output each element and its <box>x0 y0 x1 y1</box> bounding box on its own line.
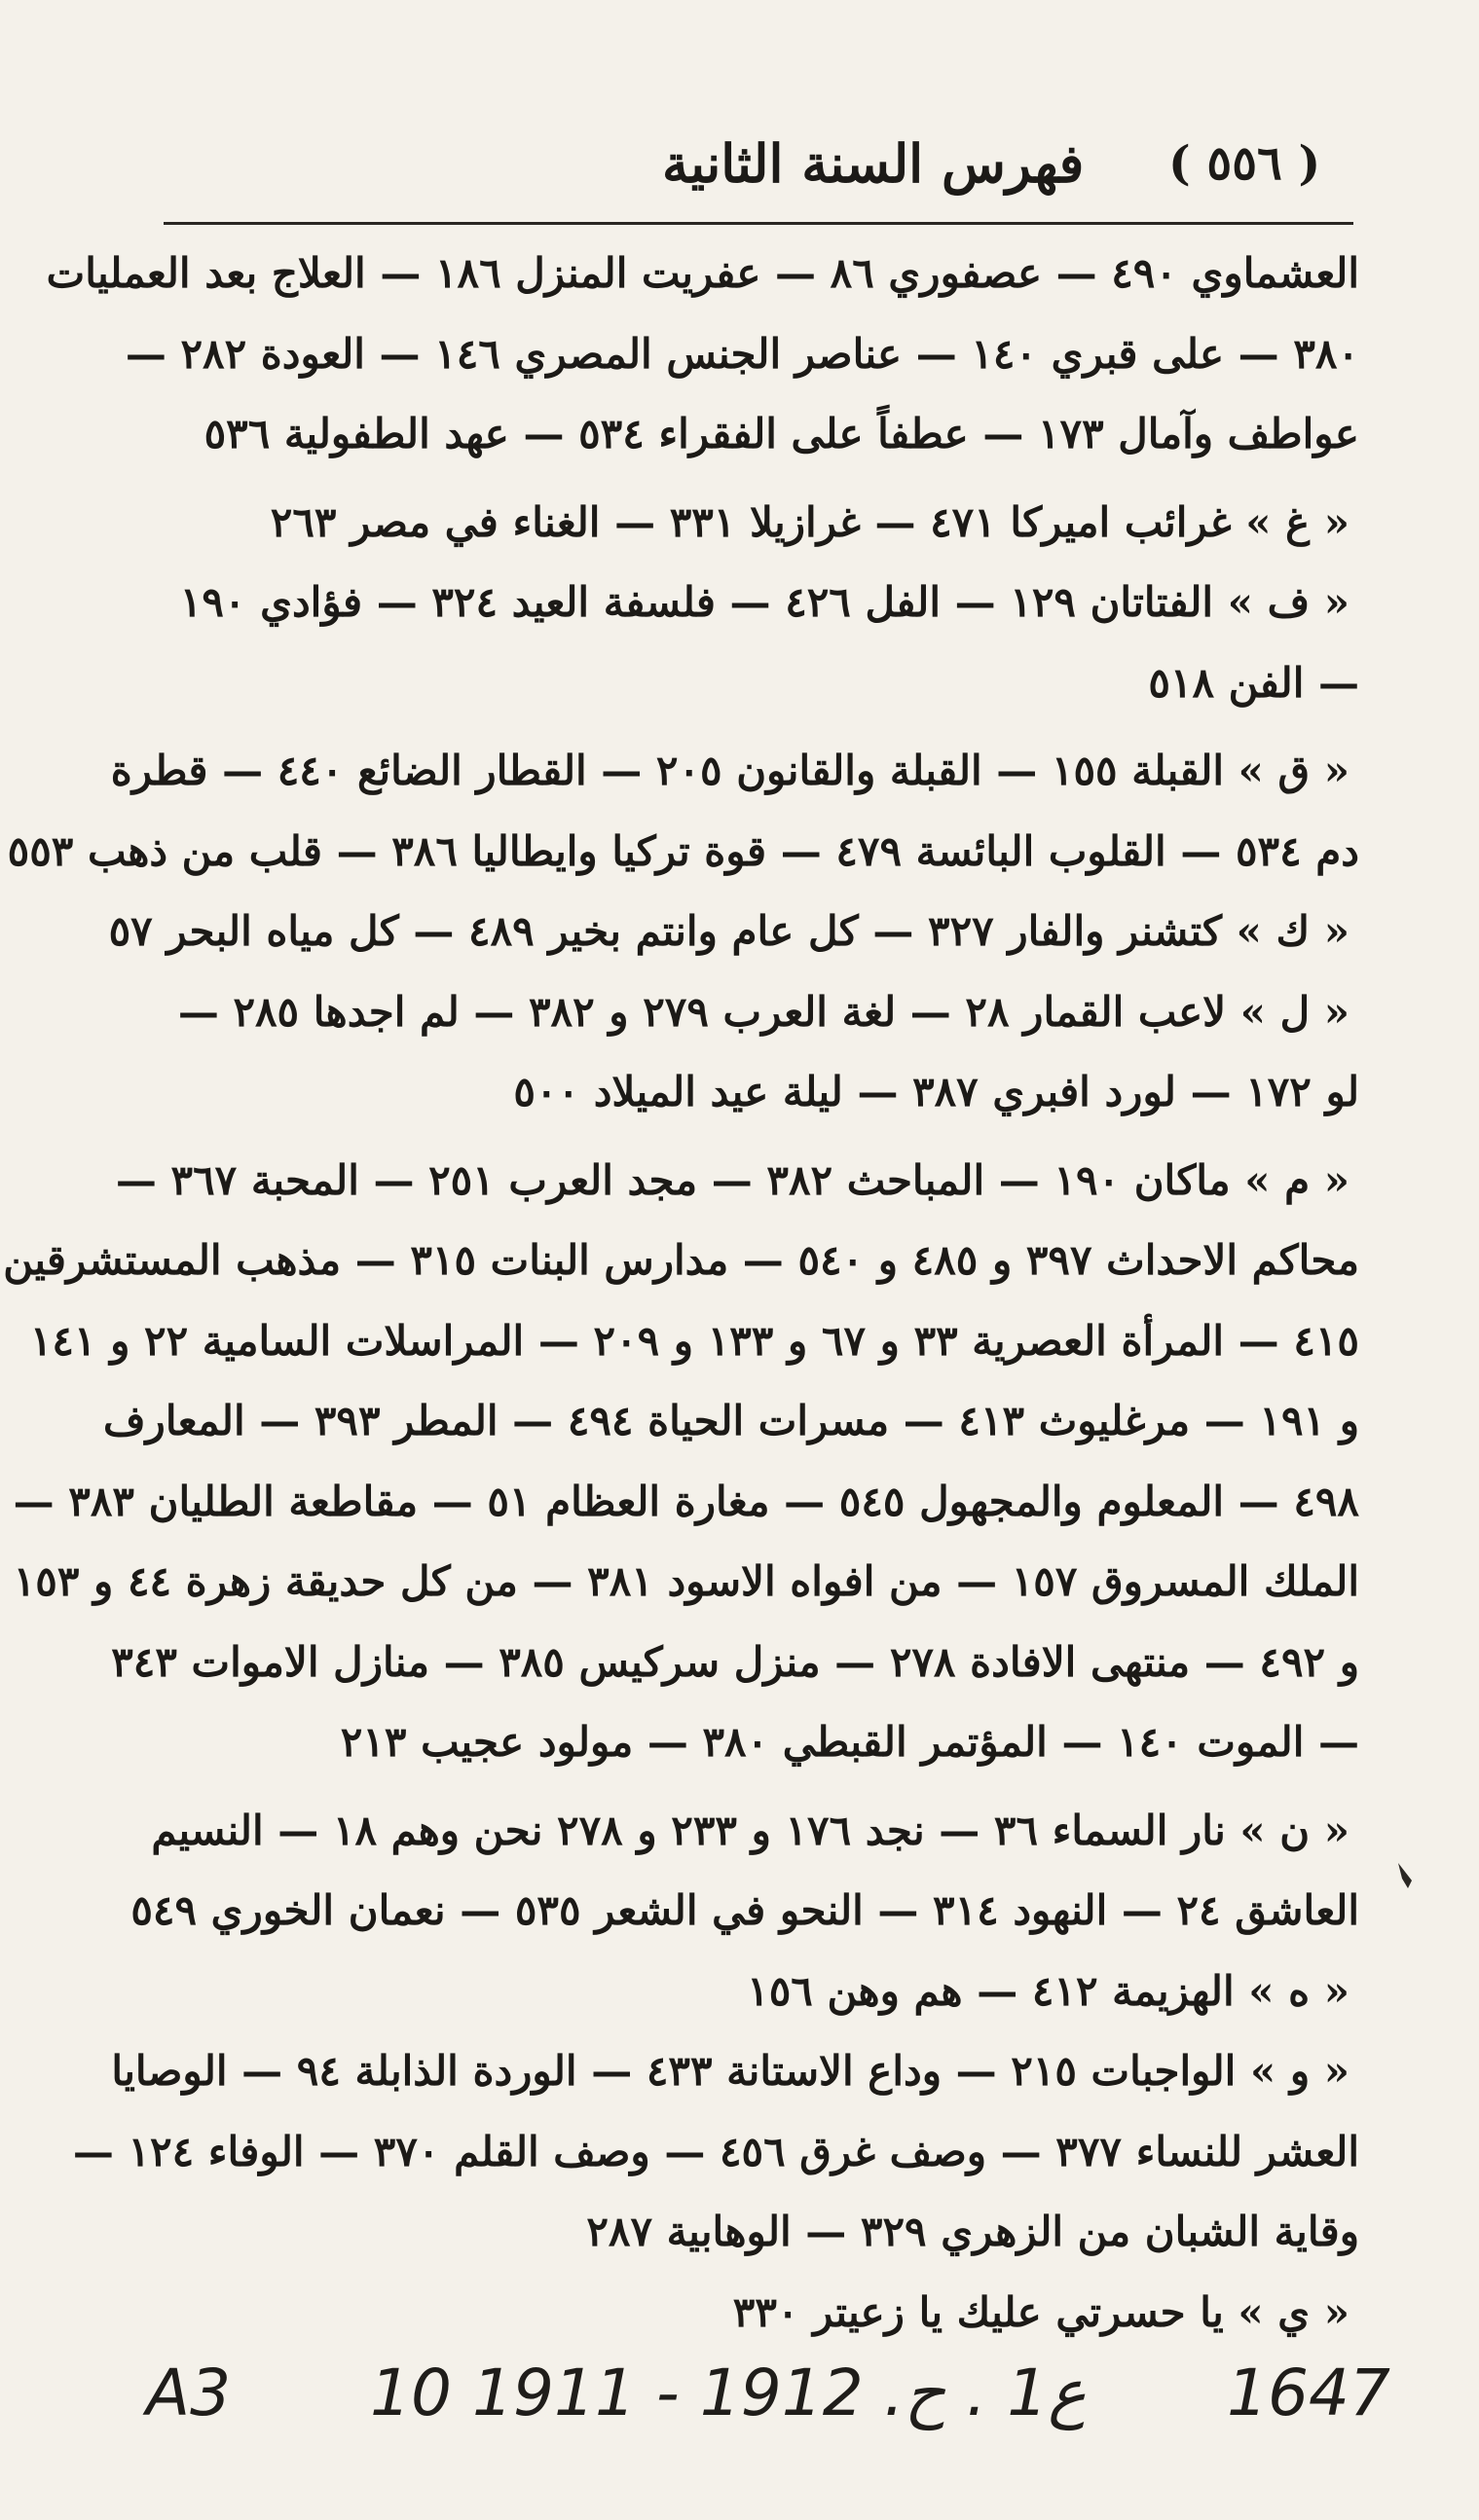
index-line-ghain: « غ » غرائب اميركا ٤٧١ — غرازيلا ٣٣١ — الغناء في مصر ٢٦٣ <box>270 497 1350 546</box>
handwritten-number: 1647 <box>1227 2356 1390 2430</box>
page-number: ( ٥٥٦ ) <box>1168 136 1321 191</box>
page-header <box>156 127 1324 214</box>
index-line: ٤١٥ — المرأة العصرية ٣٣ و ٦٧ و ١٣٣ و ٢٠٩ — المراسلات السامية ٢٢ و ١٤١ <box>29 1316 1359 1365</box>
index-line-fa: « ف » الفتاتان ١٢٩ — الفل ٤٢٦ — فلسفة العيد ٣٢٤ — فؤادي ١٩٠ <box>179 578 1350 626</box>
index-body <box>3 234 1359 2353</box>
index-line-ya: « ي » يا حسرتي عليك يا زعيتر ٣٣٠ <box>732 2287 1350 2336</box>
handwritten-date: 10 ع1 . ح. 1912 - 1911 <box>370 2356 1087 2430</box>
page-title: فهرس السنة الثانية <box>662 132 1085 195</box>
index-line: — الفن ٥١٨ <box>1148 658 1359 707</box>
index-line-waw: « و » الواجبات ٢١٥ — وداع الاستانة ٤٣٣ — الوردة الذابلة ٩٤ — الوصايا <box>111 2047 1350 2095</box>
index-line: ٤٩٨ — المعلوم والمجهول ٥٤٥ — مغارة العظام ٥١ — مقاطعة الطليان ٣٨٣ — <box>13 1477 1359 1525</box>
index-line-lam: « ل » لاعب القمار ٢٨ — لغة العرب ٢٧٩ و ٣٨٢ — لم اجدها ٢٨٥ — <box>177 987 1350 1036</box>
index-line: العاشق ٢٤ — النهود ٣١٤ — النحو في الشعر ٥٣٥ — نعمان الخوري ٥٤٩ <box>130 1886 1359 1934</box>
index-line: محاكم الاحداث ٣٩٧ و ٤٨٥ و ٥٤٠ — مدارس البنات ٣١٥ — مذهب المستشرقين <box>3 1236 1359 1284</box>
ink-mark <box>1394 1859 1418 1898</box>
index-line: العشماوي ٤٩٠ — عصفوري ٨٦ — عفريت المنزل ١٨٦ — العلاج بعد العمليات <box>46 249 1359 297</box>
index-line: العشر للنساء ٣٧٧ — وصف غرق ٤٥٦ — وصف القلم ٣٧٠ — الوفاء ١٢٤ — <box>72 2127 1359 2175</box>
index-line: لو ١٧٢ — لورد افبري ٣٨٧ — ليلة عيد الميلاد ٥٠٠ <box>513 1068 1359 1115</box>
index-line-kaf: « ك » كتشنر والفار ٣٢٧ — كل عام وانتم بخير ٤٨٩ — كل مياه البحر ٥٧ <box>108 907 1350 955</box>
index-line: دم ٥٣٤ — القلوب البائسة ٤٧٩ — قوة تركيا وايطاليا ٣٨٦ — قلب من ذهب ٥٥٣ <box>7 826 1359 875</box>
index-line: وقاية الشبان من الزهري ٣٢٩ — الوهابية ٢٨٧ <box>586 2208 1359 2255</box>
index-line: الملك المسروق ١٥٧ — من افواه الاسود ٣٨١ — من كل حديقة زهرة ٤٤ و ١٥٣ <box>13 1557 1359 1605</box>
index-line: عواطف وآمال ١٧٣ — عطفاً على الفقراء ٥٣٤ — عهد الطفولية ٥٣٦ <box>203 410 1359 457</box>
index-line: — الموت ١٤٠ — المؤتمر القبطي ٣٨٠ — مولود عجيب ٢١٣ <box>340 1718 1359 1766</box>
index-line-nun: « ن » نار السماء ٣٦ — نجد ١٧٦ و ٢٣٣ و ٢٧٨ نحن وهم ١٨ — النسيم <box>151 1806 1350 1854</box>
index-line-ha: « ه » الهزيمة ٤١٢ — هم وهن ١٥٦ <box>747 1966 1350 2015</box>
index-line: و ٤٩٢ — منتهى الافادة ٢٧٨ — منزل سركيس ٣٨٥ — منازل الاموات ٣٤٣ <box>111 1637 1359 1686</box>
index-line: و ١٩١ — مرغليوث ٤١٣ — مسرات الحياة ٤٩٤ — المطر ٣٩٣ — المعارف <box>103 1397 1359 1444</box>
header-rule <box>164 222 1353 225</box>
index-line-mim: « م » ماكان ١٩٠ — المباحث ٣٨٢ — مجد العرب ٢٥١ — المحبة ٣٦٧ — <box>115 1155 1350 1204</box>
handwritten-code: A3 <box>146 2356 232 2430</box>
handwritten-note <box>146 2356 1392 2443</box>
index-line: ٣٨٠ — على قبري ١٤٠ — عناصر الجنس المصري ١٤٦ — العودة ٢٨٢ — <box>125 329 1359 378</box>
index-line-qaf: « ق » القبلة ١٥٥ — القبلة والقانون ٢٠٥ — القطار الضائع ٤٤٠ — قطرة <box>110 747 1350 794</box>
